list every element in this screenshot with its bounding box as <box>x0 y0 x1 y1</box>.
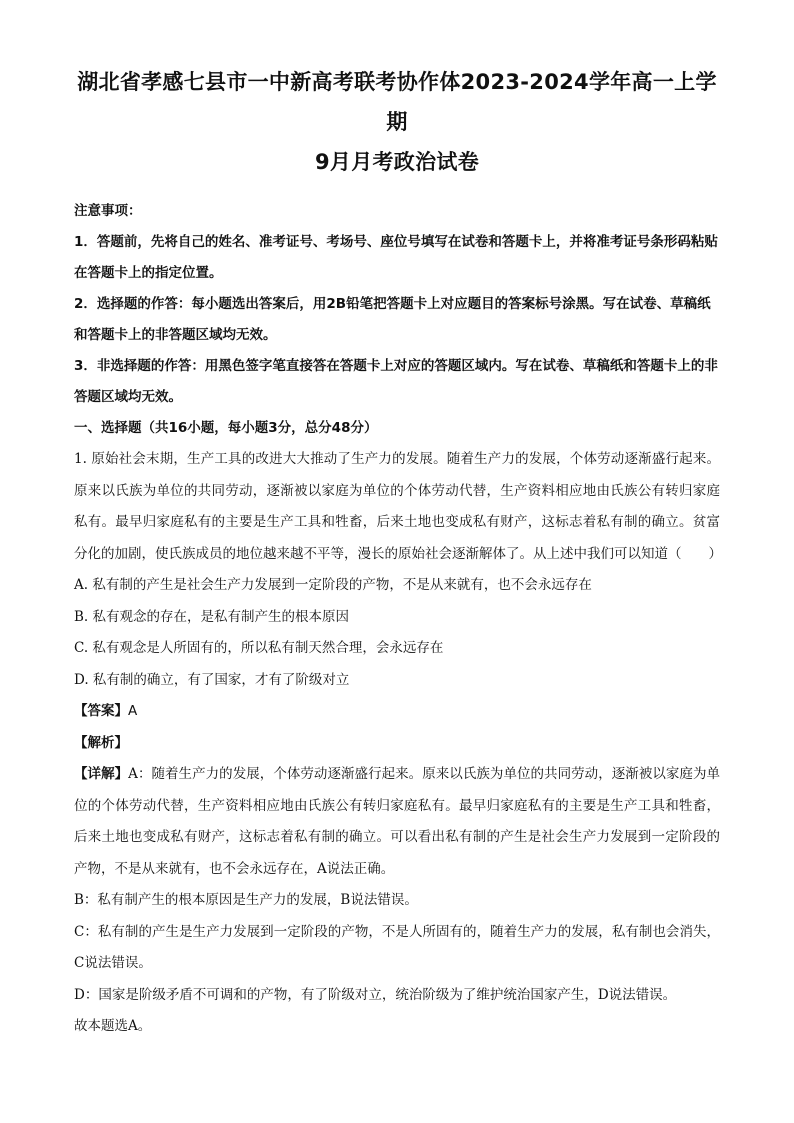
exam-page <box>74 62 720 1043</box>
answer-label: 【答案】 <box>74 703 128 719</box>
option-d: D. 私有制的确立，有了国家，才有了阶级对立 <box>74 671 350 688</box>
option-c: C. 私有观念是人所固有的，所以私有制天然合理，会永远存在 <box>74 640 444 656</box>
notice-section <box>74 196 720 413</box>
detail-d: D：国家是阶级矛盾不可调和的产物，有了阶级对立，统治阶级为了维护统治国家产生，D说法错误。 <box>74 986 677 1003</box>
conclusion: 故本题选A。 <box>74 1018 152 1034</box>
notice-heading: 注意事项： <box>74 203 142 219</box>
answer-line <box>74 696 720 728</box>
notice-item-3: 3．非选择题的作答：用黑色签字笔直接答在答题卡上对应的答题区域内。写在试卷、草稿纸和答题卡上的非答题区域均无效。 <box>74 358 718 405</box>
detail-a <box>74 759 720 885</box>
analysis-label: 【解析】 <box>74 734 128 751</box>
option-b: B. 私有观念的存在，是私有制产生的根本原因 <box>74 608 350 625</box>
answer-value: A <box>128 703 138 719</box>
exam-title-line2: 9月月考政治试卷 <box>314 150 479 174</box>
detail-b: B：私有制产生的根本原因是生产力的发展，B说法错误。 <box>74 892 418 908</box>
detail-label: 【详解】 <box>74 766 129 782</box>
section-heading-choice: 一、选择题（共16小题，每小题3分，总分48分） <box>74 420 378 436</box>
question-1 <box>74 444 720 1043</box>
detail-a-text: A：随着生产力的发展，个体劳动逐渐盛行起来。原来以氏族为单位的共同劳动，逐渐被以家庭为单位的个体劳动代替，生产资料相应地由氏族公有转归家庭私有。最早归家庭私有的主要是生产工具和牲畜，后来土地也变成私有财产，这标志着私有制的确立。可以看出私有制的产生是社会生产力发展到一定阶段的产物，不是从来就有，也不会永远存在，A说法正确。 <box>74 766 721 877</box>
detail-c: C：私有制的产生是生产力发展到一定阶段的产物，不是人所固有的，随着生产力的发展，私有制也会消失，C说法错误。 <box>74 923 720 971</box>
exam-title-line1: 湖北省孝感七县市一中新高考联考协作体2023-2024学年高一上学期 <box>77 70 717 134</box>
notice-item-1: 1．答题前，先将自己的姓名、准考证号、考场号、座位号填写在试卷和答题卡上，并将准考证号条形码粘贴在答题卡上的指定位置。 <box>74 234 718 281</box>
question-stem: 1. 原始社会末期，生产工具的改进大大推动了生产力的发展。随着生产力的发展，个体劳动逐渐盛行起来。原来以氏族为单位的共同劳动，逐渐被以家庭为单位的个体劳动代替，生产资料相应地由氏族公有转归家庭私有。最早归家庭私有的主要是生产工具和牲畜，后来土地也变成私有财产，这标志着私有制的确立。贫富分化的加剧，使氏族成员的地位越来越不平等，漫长的原始社会逐渐解体了。从上述中我们可以知道（ ） <box>74 451 722 562</box>
notice-item-2: 2．选择题的作答：每小题选出答案后，用2B铅笔把答题卡上对应题目的答案标号涂黑。写在试卷、草稿纸和答题卡上的非答题区域均无效。 <box>74 296 711 343</box>
option-a: A. 私有制的产生是社会生产力发展到一定阶段的产物，不是从来就有，也不会永远存在 <box>74 577 592 593</box>
